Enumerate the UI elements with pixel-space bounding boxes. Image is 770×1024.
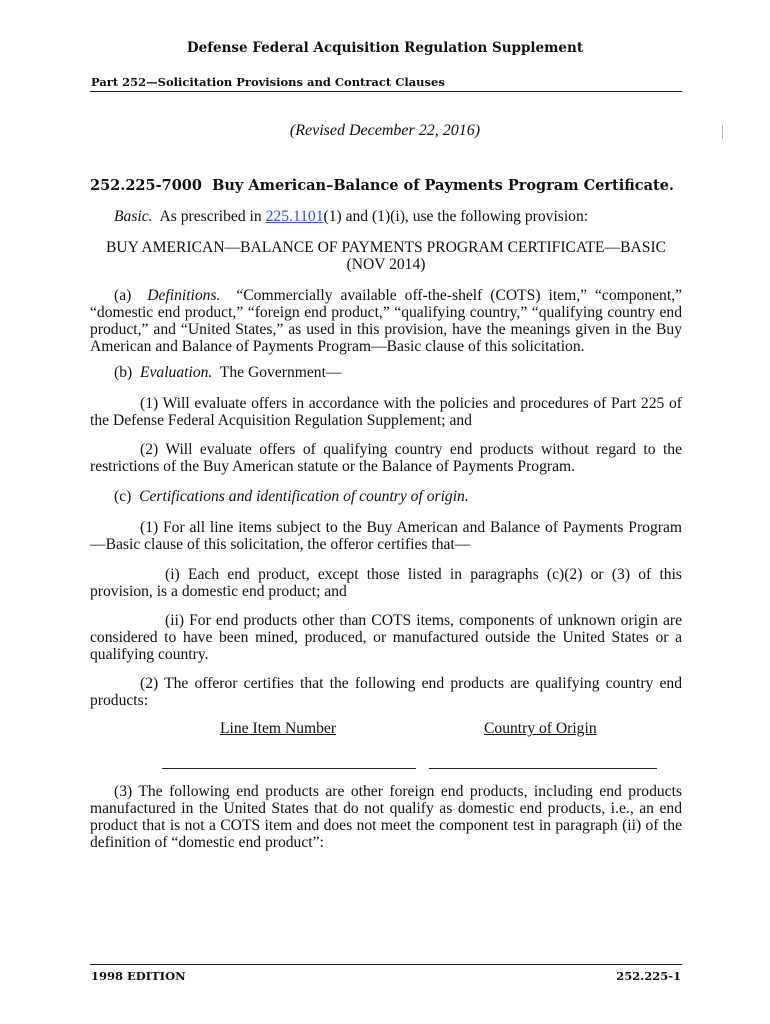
part-subtitle: Part 252—Solicitation Provisions and Contract Clauses xyxy=(91,75,445,89)
paragraph-c1: (1) For all line items subject to the Buy American and Balance of Payments Program—Basic clause of this solicitation, the offeror certifies that— xyxy=(90,519,682,553)
section-title: Buy American–Balance of Payments Program Certificate. xyxy=(212,177,674,194)
paragraph-b-label: Evaluation. xyxy=(139,364,213,381)
paragraph-c-num: (c) xyxy=(114,488,132,505)
basic-label: Basic. xyxy=(114,208,153,225)
header-rule xyxy=(90,91,682,92)
provision-title xyxy=(90,239,682,273)
provision-title-line1: BUY AMERICAN—BALANCE OF PAYMENTS PROGRAM CERTIFICATE—BASIC xyxy=(105,239,667,256)
paragraph-a-text: “Commercially available off-the-shelf (COTS) item,” “component,” “domestic end product,” “foreign end product,” “qualifying country,” “qualifying country end product,” and “United States,” as used in this provision, have the meanings given in the Buy American and Balance of Payments Program—Basic clause of this solicitation. xyxy=(90,287,683,355)
line-item-number-header: Line Item Number xyxy=(220,720,337,737)
provision-title-line2: (NOV 2014) xyxy=(346,256,426,273)
paragraph-b-text: The Government— xyxy=(219,364,342,381)
paragraph-b xyxy=(90,364,682,381)
basic-prescription xyxy=(114,208,588,225)
paragraph-c2: (2) The offeror certifies that the following end products are qualifying country end products: xyxy=(90,675,682,709)
paragraph-a-num: (a) xyxy=(114,287,132,304)
section-number: 252.225-7000 xyxy=(90,177,202,194)
paragraph-c1-ii: (ii) For end products other than COTS items, components of unknown origin are considered to have been mined, produced, or manufactured outside the United States or a qualifying country. xyxy=(90,612,682,663)
paragraph-c xyxy=(90,488,682,505)
revised-date: (Revised December 22, 2016) xyxy=(289,122,481,139)
paragraph-b1: (1) Will evaluate offers in accordance with the policies and procedures of Part 225 of the Defense Federal Acquisition Regulation Supplement; and xyxy=(90,395,682,429)
document-header-title: Defense Federal Acquisition Regulation Supplement xyxy=(186,40,584,56)
basic-text-after: (1) and (1)(i), use the following provision: xyxy=(323,208,589,225)
footer-edition: 1998 EDITION xyxy=(91,969,186,983)
paragraph-c-label: Certifications and identification of country of origin. xyxy=(139,488,469,505)
country-blank[interactable] xyxy=(429,768,657,769)
basic-text-before: As prescribed in xyxy=(159,208,266,225)
scroll-indicator xyxy=(722,125,723,139)
line-item-blank[interactable] xyxy=(162,768,416,769)
paragraph-b-num: (b) xyxy=(114,364,133,381)
paragraph-a-label: Definitions. xyxy=(147,287,221,304)
footer-rule xyxy=(90,964,682,965)
section-heading xyxy=(90,177,674,194)
paragraph-a xyxy=(90,287,682,355)
country-of-origin-header: Country of Origin xyxy=(484,720,597,737)
footer-page-number: 252.225-1 xyxy=(616,969,681,983)
reference-link-225-1101[interactable]: 225.1101 xyxy=(265,208,324,225)
paragraph-c1-i: (i) Each end product, except those listed in paragraphs (c)(2) or (3) of this provision, is a domestic end product; and xyxy=(90,566,682,600)
paragraph-c3: (3) The following end products are other foreign end products, including end products manufactured in the United States that do not qualify as domestic end products, i.e., an end product that is not a COTS item and does not meet the component test in paragraph (ii) of the definition of “domestic end product”: xyxy=(90,783,682,851)
paragraph-b2: (2) Will evaluate offers of qualifying country end products without regard to the restrictions of the Buy American statute or the Balance of Payments Program. xyxy=(90,441,682,475)
